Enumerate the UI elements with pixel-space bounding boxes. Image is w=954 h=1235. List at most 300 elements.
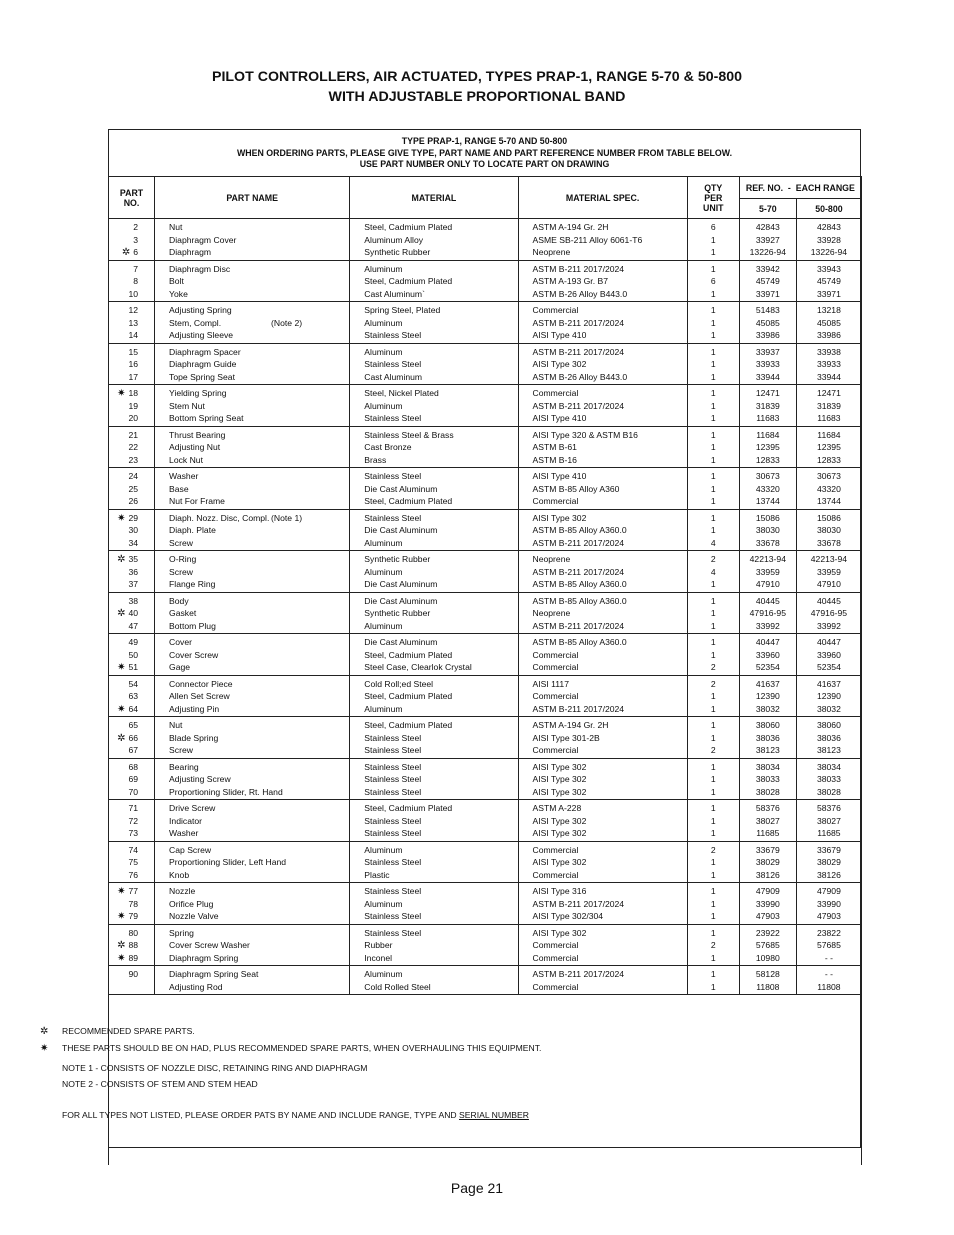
spare-part-symbol: ✲ <box>40 1026 49 1037</box>
qty-cell <box>687 675 739 717</box>
part-number-value: 47 <box>128 620 139 631</box>
ref-no-50-800: 13226-94 <box>810 247 848 257</box>
table-row <box>109 717 862 759</box>
ref-no-50-800: 38060 <box>816 720 841 730</box>
page-number: Page 21 <box>450 1180 504 1196</box>
ref-50-800-cell <box>796 966 861 995</box>
footnote-spare <box>40 1025 195 1038</box>
qty-cell <box>687 592 739 634</box>
part-name: Nozzle <box>169 886 196 896</box>
part-number-value: 66 <box>128 732 139 743</box>
qty-per-unit: 1 <box>710 703 716 714</box>
part-name-cell <box>155 468 350 510</box>
part-number <box>109 524 154 537</box>
qty-per-unit: 1 <box>710 803 716 813</box>
ref-no-5-70: 40447 <box>755 637 780 647</box>
ref-50-800-cell <box>796 675 861 717</box>
material-spec: ASTM A-193 Gr. B7 <box>532 276 608 286</box>
part-name-cell <box>155 634 350 676</box>
part-name <box>155 512 349 525</box>
material-spec-cell <box>518 966 687 995</box>
ref-no-50-800: 47916-95 <box>810 608 848 618</box>
ref-no-50-800: 15086 <box>816 512 841 523</box>
note-1: NOTE 1 - CONSISTS OF NOZZLE DISC, RETAINING RING AND DIAPHRAGM <box>62 1063 368 1073</box>
ref-5-70-cell <box>739 758 796 800</box>
material-spec: Commercial <box>532 305 579 315</box>
material: Aluminum <box>364 317 403 328</box>
part-name: Indicator <box>169 815 203 826</box>
part-name-text: Stem, Compl. <box>169 317 222 328</box>
ref-no-5-70: 30673 <box>755 471 780 481</box>
part-number-value: 34 <box>128 537 139 548</box>
ref-50-800-cell <box>796 758 861 800</box>
part-no-cell <box>109 841 155 883</box>
qty-cell <box>687 426 739 468</box>
part-number <box>109 346 154 359</box>
material-cell <box>350 924 518 966</box>
part-name-cell <box>155 343 350 385</box>
ref-no-5-70: 38126 <box>755 869 780 880</box>
part-name-cell <box>155 385 350 427</box>
qty-per-unit: 1 <box>710 263 716 274</box>
part-number-value: 65 <box>128 720 139 730</box>
part-name: Washer <box>169 828 199 838</box>
part-note-reference: (Note 1) <box>271 512 303 523</box>
part-number <box>109 786 154 799</box>
part-number-value: 78 <box>128 898 139 909</box>
part-number <box>109 927 154 940</box>
part-number <box>109 470 154 483</box>
ref-no-50-800: 33990 <box>816 898 841 909</box>
ref-50-800-cell <box>796 717 861 759</box>
qty-per-unit: 1 <box>710 857 716 867</box>
ref-no-5-70: 11685 <box>756 828 780 838</box>
serial-number-text: SERIAL NUMBER <box>459 1110 529 1120</box>
ref-50-800-cell <box>796 924 861 966</box>
material-spec: AISI Type 302 <box>532 927 587 938</box>
part-number-value: 54 <box>128 678 139 689</box>
qty-per-unit: 1 <box>710 247 716 257</box>
part-number-value: 10 <box>128 288 139 299</box>
material: Steel, Cadmium Plated <box>364 649 453 660</box>
ref-no-5-70: 13744 <box>755 496 780 506</box>
material-spec: ASTM B-211 2017/2024 <box>532 620 625 631</box>
material-spec: ASTM A-194 Gr. 2H <box>532 222 609 232</box>
part-name: Cover <box>169 637 192 647</box>
part-no-cell <box>109 343 155 385</box>
ref-no-5-70: 11683 <box>756 413 780 423</box>
ref-no-5-70: 47903 <box>755 911 780 921</box>
material: Cold Roll;ed Steel <box>364 678 434 689</box>
ref-50-800-cell <box>796 343 861 385</box>
part-no-cell <box>109 385 155 427</box>
part-name-cell <box>155 717 350 759</box>
overhaul-part-symbol: ✷ <box>117 952 126 964</box>
part-name-cell <box>155 883 350 925</box>
material: Inconel <box>364 952 393 963</box>
part-number <box>109 939 154 952</box>
material: Steel Case, Clearlok Crystal <box>364 662 472 672</box>
ref-no-5-70: 38033 <box>755 774 780 784</box>
material-spec: Commercial <box>532 388 579 398</box>
ref-50-800-cell <box>796 841 861 883</box>
material-spec: ASTM B-85 Alloy A360 <box>532 483 620 494</box>
qty-per-unit: 1 <box>710 969 716 979</box>
material: Brass <box>364 454 387 465</box>
material-spec: Commercial <box>532 844 579 855</box>
material: Die Cast Aluminum <box>364 579 438 589</box>
qty-per-unit: 1 <box>710 496 716 506</box>
material-spec: ASTM B-211 2017/2024 <box>532 566 625 577</box>
part-number <box>109 732 154 745</box>
ref-no-5-70: 33959 <box>755 566 780 577</box>
part-number-value: 3 <box>133 234 139 245</box>
ref-no-5-70: 38034 <box>755 761 780 772</box>
qty-cell <box>687 841 739 883</box>
ref-no-5-70: 47916-95 <box>749 608 786 618</box>
material-spec-cell <box>518 924 687 966</box>
part-no-cell <box>109 717 155 759</box>
part-number <box>109 412 154 425</box>
part-name: Flange Ring <box>169 579 216 589</box>
ref-5-70-cell <box>739 592 796 634</box>
part-number <box>109 566 154 579</box>
part-number-value: 40 <box>128 608 139 618</box>
table-row <box>109 426 862 468</box>
col-header-material-spec: MATERIAL SPEC. <box>518 177 687 219</box>
material-spec: ASTM B-211 2017/2024 <box>532 537 625 548</box>
part-number <box>109 773 154 786</box>
part-number <box>109 512 154 525</box>
part-number-value: 35 <box>128 554 139 564</box>
qty-per-unit: 1 <box>710 720 716 730</box>
part-no-cell <box>109 800 155 842</box>
ref-no-50-800: 38033 <box>816 774 841 784</box>
material-spec: AISI Type 302 <box>532 828 587 838</box>
ref-no-5-70: 11808 <box>756 981 780 992</box>
part-name: Blade Spring <box>169 732 219 743</box>
part-number <box>109 898 154 911</box>
part-name: Diaphragm Disc <box>169 263 231 274</box>
qty-cell <box>687 800 739 842</box>
part-number <box>109 371 154 384</box>
ref-50-800-cell <box>796 592 861 634</box>
material-spec-cell <box>518 551 687 593</box>
part-name-cell <box>155 509 350 551</box>
part-number <box>109 885 154 898</box>
col-header-range-5-70: 5-70 <box>739 199 796 219</box>
part-number-value: 38 <box>128 595 139 606</box>
part-number <box>109 483 154 496</box>
material: Die Cast Aluminum <box>364 525 438 535</box>
material: Stainless Steel <box>364 857 422 867</box>
overhaul-part-symbol: ✷ <box>117 388 126 399</box>
ref-50-800-cell <box>796 468 861 510</box>
ref-no-5-70: 58128 <box>755 969 780 979</box>
qty-per-unit: 1 <box>710 330 716 340</box>
ref-no-5-70: 31839 <box>755 400 780 411</box>
part-number <box>109 329 154 342</box>
qty-per-unit: 2 <box>710 844 716 855</box>
qty-per-unit: 1 <box>710 305 716 315</box>
part-name: Adjusting Pin <box>169 703 220 714</box>
overhaul-part-symbol: ✷ <box>117 512 126 524</box>
material-spec-cell <box>518 426 687 468</box>
material: Aluminum <box>364 263 403 274</box>
ref-no-50-800: 40445 <box>816 595 841 606</box>
ordering-note <box>62 1109 529 1121</box>
page-title: PILOT CONTROLLERS, AIR ACTUATED, TYPES PRAP-1, RANGE 5-70 & 50-800 <box>211 69 742 85</box>
qty-per-unit: 1 <box>710 732 716 743</box>
part-number <box>109 246 154 259</box>
part-no-cell <box>109 426 155 468</box>
part-number <box>109 607 154 620</box>
part-name: Diaphragm Guide <box>169 359 237 369</box>
part-number <box>109 827 154 840</box>
material-spec: AISI 1117 <box>532 678 569 689</box>
ref-no-50-800: 33992 <box>816 620 841 631</box>
table-row <box>109 966 862 995</box>
ref-no-50-800: 42843 <box>816 222 841 232</box>
material-cell <box>350 551 518 593</box>
part-number-value: 12 <box>128 305 139 315</box>
material-spec-cell <box>518 260 687 302</box>
ref-50-800-cell <box>796 302 861 344</box>
ref-no-50-800: 38030 <box>816 525 841 535</box>
part-name: Nut <box>169 720 183 730</box>
spare-part-symbol: ✲ <box>117 554 126 565</box>
part-no-cell <box>109 302 155 344</box>
part-number-value: 76 <box>128 869 139 880</box>
table-row <box>109 468 862 510</box>
part-name-text: Diaph. Nozz. Disc, Compl. <box>169 512 270 523</box>
instructions-line-1: TYPE PRAP-1, RANGE 5-70 AND 50-800 <box>401 136 568 146</box>
part-name <box>155 317 349 330</box>
part-name: Screw <box>169 745 193 755</box>
part-no-cell <box>109 551 155 593</box>
part-name: Diaphragm Spring <box>169 952 239 963</box>
part-name: Bottom Plug <box>169 620 216 631</box>
part-name: Tope Spring Seat <box>169 371 235 382</box>
part-name-cell <box>155 426 350 468</box>
part-number-value: 22 <box>128 442 139 452</box>
part-name: Yoke <box>169 288 188 299</box>
ref-no-50-800: 33986 <box>816 330 841 340</box>
material: Stainless Steel <box>364 330 422 340</box>
ref-no-50-800: 11683 <box>817 413 841 423</box>
material-spec: Commercial <box>532 869 579 880</box>
ref-5-70-cell <box>739 260 796 302</box>
table-row <box>109 343 862 385</box>
material-spec: ASTM B-211 2017/2024 <box>532 317 625 328</box>
part-number-value: 64 <box>128 703 139 714</box>
material-cell <box>350 592 518 634</box>
part-number-value: 19 <box>128 400 139 411</box>
qty-per-unit: 1 <box>710 981 716 992</box>
ordering-note-text: FOR ALL TYPES NOT LISTED, PLEASE ORDER PATS BY NAME AND INCLUDE RANGE, TYPE AND <box>62 1110 457 1120</box>
part-no-cell <box>109 924 155 966</box>
qty-per-unit: 6 <box>710 222 716 232</box>
qty-cell <box>687 468 739 510</box>
part-number-value: 70 <box>128 786 139 797</box>
material-spec: AISI Type 302 <box>532 774 587 784</box>
part-number <box>109 678 154 691</box>
material: Aluminum <box>364 844 403 855</box>
part-number-value: 23 <box>128 454 139 465</box>
material-spec: ASTM B-211 2017/2024 <box>532 400 625 411</box>
material-cell <box>350 966 518 995</box>
part-number <box>109 275 154 288</box>
material-spec: Neoprene <box>532 554 571 564</box>
material: Stainless Steel <box>364 828 422 838</box>
footnote-overhaul-text: THESE PARTS SHOULD BE ON HAD, PLUS RECOMMENDED SPARE PARTS, WHEN OVERHAULING THIS EQUIPMENT. <box>62 1043 542 1053</box>
part-number-value: 37 <box>128 579 139 589</box>
table-row <box>109 509 862 551</box>
qty-per-unit: 1 <box>710 413 716 423</box>
ref-no-50-800: 23822 <box>816 927 841 938</box>
qty-cell <box>687 883 739 925</box>
qty-per-unit: 1 <box>710 346 716 357</box>
part-name: Screw <box>169 566 193 577</box>
ref-no-50-800: 33971 <box>816 288 841 299</box>
spare-part-symbol: ✲ <box>117 940 126 951</box>
ref-no-5-70: 47909 <box>755 886 780 896</box>
ref-no-50-800: 33933 <box>816 359 841 369</box>
qty-per-unit: 1 <box>710 886 716 896</box>
ref-no-5-70: 38028 <box>755 786 780 797</box>
table-row <box>109 841 862 883</box>
ref-no-5-70: 57685 <box>755 940 780 950</box>
ref-50-800-cell <box>796 426 861 468</box>
ref-no-50-800: 38123 <box>816 745 841 755</box>
col-header-range-50-800: 50-800 <box>796 199 861 219</box>
qty-per-unit: 1 <box>710 649 716 660</box>
material-spec: Commercial <box>532 649 579 660</box>
part-no-cell <box>109 675 155 717</box>
ref-no-5-70: 12390 <box>755 691 780 701</box>
table-row <box>109 302 862 344</box>
qty-cell <box>687 717 739 759</box>
part-number <box>109 387 154 400</box>
material: Aluminum <box>364 620 403 631</box>
qty-per-unit: 1 <box>710 828 716 838</box>
material-spec: AISI Type 302/304 <box>532 911 604 921</box>
qty-per-unit: 1 <box>710 400 716 411</box>
ref-no-5-70: 58376 <box>755 803 780 813</box>
ref-5-70-cell <box>739 302 796 344</box>
table-row <box>109 385 862 427</box>
ref-no-50-800: 12395 <box>816 442 841 452</box>
material-cell <box>350 717 518 759</box>
part-name-cell <box>155 758 350 800</box>
ref-5-70-cell <box>739 800 796 842</box>
qty-per-unit: 1 <box>710 786 716 797</box>
material-cell <box>350 426 518 468</box>
material-spec-cell <box>518 219 687 261</box>
col-header-ref-no: REF. NO. - EACH RANGE <box>739 177 861 199</box>
material-cell <box>350 385 518 427</box>
part-name: Bolt <box>169 276 184 286</box>
ref-no-5-70: 33986 <box>755 330 780 340</box>
ref-no-50-800: - - <box>824 969 833 979</box>
ref-no-50-800: 38028 <box>816 786 841 797</box>
material: Synthetic Rubber <box>364 554 431 564</box>
ref-no-50-800: 13218 <box>816 305 841 315</box>
ref-no-50-800: 33944 <box>816 371 841 382</box>
qty-per-unit: 2 <box>710 554 716 564</box>
part-number <box>109 636 154 649</box>
material-cell <box>350 800 518 842</box>
table-row <box>109 800 862 842</box>
material-spec: ASTM B-211 2017/2024 <box>532 263 625 274</box>
ref-no-5-70: 38030 <box>755 525 780 535</box>
overhaul-part-symbol: ✷ <box>117 662 126 673</box>
part-number-value: 68 <box>128 761 139 772</box>
ref-no-50-800: 38029 <box>816 857 841 867</box>
part-number <box>109 221 154 234</box>
part-number <box>109 690 154 703</box>
part-number <box>109 234 154 247</box>
ref-no-5-70: 38036 <box>755 732 780 743</box>
ref-5-70-cell <box>739 717 796 759</box>
qty-per-unit: 2 <box>710 940 716 950</box>
ref-no-5-70: 47910 <box>755 579 780 589</box>
material-spec: ASTM B-85 Alloy A360.0 <box>532 525 627 535</box>
part-name: Yielding Spring <box>169 388 227 398</box>
part-name: Cover Screw Washer <box>169 940 250 950</box>
ref-no-50-800: 38036 <box>816 732 841 743</box>
material-spec: AISI Type 302 <box>532 761 587 772</box>
ref-no-50-800: 31839 <box>816 400 841 411</box>
instructions-line-3: USE PART NUMBER ONLY TO LOCATE PART ON DRAWING <box>359 159 610 169</box>
material-spec-cell <box>518 343 687 385</box>
ref-no-5-70: 42843 <box>755 222 780 232</box>
qty-per-unit: 1 <box>710 911 716 921</box>
ref-no-5-70: 33933 <box>755 359 780 369</box>
part-name: Body <box>169 595 189 606</box>
part-no-cell <box>109 509 155 551</box>
footnote-spare-text: RECOMMENDED SPARE PARTS. <box>62 1026 195 1036</box>
table-row <box>109 219 862 261</box>
material-spec-cell <box>518 675 687 717</box>
part-number <box>109 856 154 869</box>
part-number-value: 21 <box>128 429 139 440</box>
part-number-value: 16 <box>128 359 139 369</box>
part-number-value: 24 <box>128 471 139 481</box>
ref-no-50-800: 33960 <box>816 649 841 660</box>
ref-no-50-800: 33943 <box>816 263 841 274</box>
part-name: Washer <box>169 471 199 481</box>
part-name: Base <box>169 483 189 494</box>
material-spec: AISI Type 320 & ASTM B16 <box>532 429 638 440</box>
ref-no-5-70: 41637 <box>755 678 780 689</box>
ref-5-70-cell <box>739 551 796 593</box>
part-number-value: 25 <box>128 483 139 494</box>
material: Stainless Steel <box>364 413 422 423</box>
part-name: Proportioning Slider, Rt. Hand <box>169 786 283 797</box>
material-cell <box>350 468 518 510</box>
qty-per-unit: 4 <box>710 537 716 548</box>
part-number-value: 15 <box>128 346 139 357</box>
table-row <box>109 883 862 925</box>
ref-no-50-800: 33679 <box>816 844 841 855</box>
part-number <box>109 441 154 454</box>
page-subtitle: WITH ADJUSTABLE PROPORTIONAL BAND <box>328 89 626 105</box>
part-number-value: 8 <box>133 276 139 286</box>
material-spec: Commercial <box>532 662 579 672</box>
ref-no-5-70: 12471 <box>755 388 780 398</box>
ref-no-50-800: 38027 <box>816 815 841 826</box>
